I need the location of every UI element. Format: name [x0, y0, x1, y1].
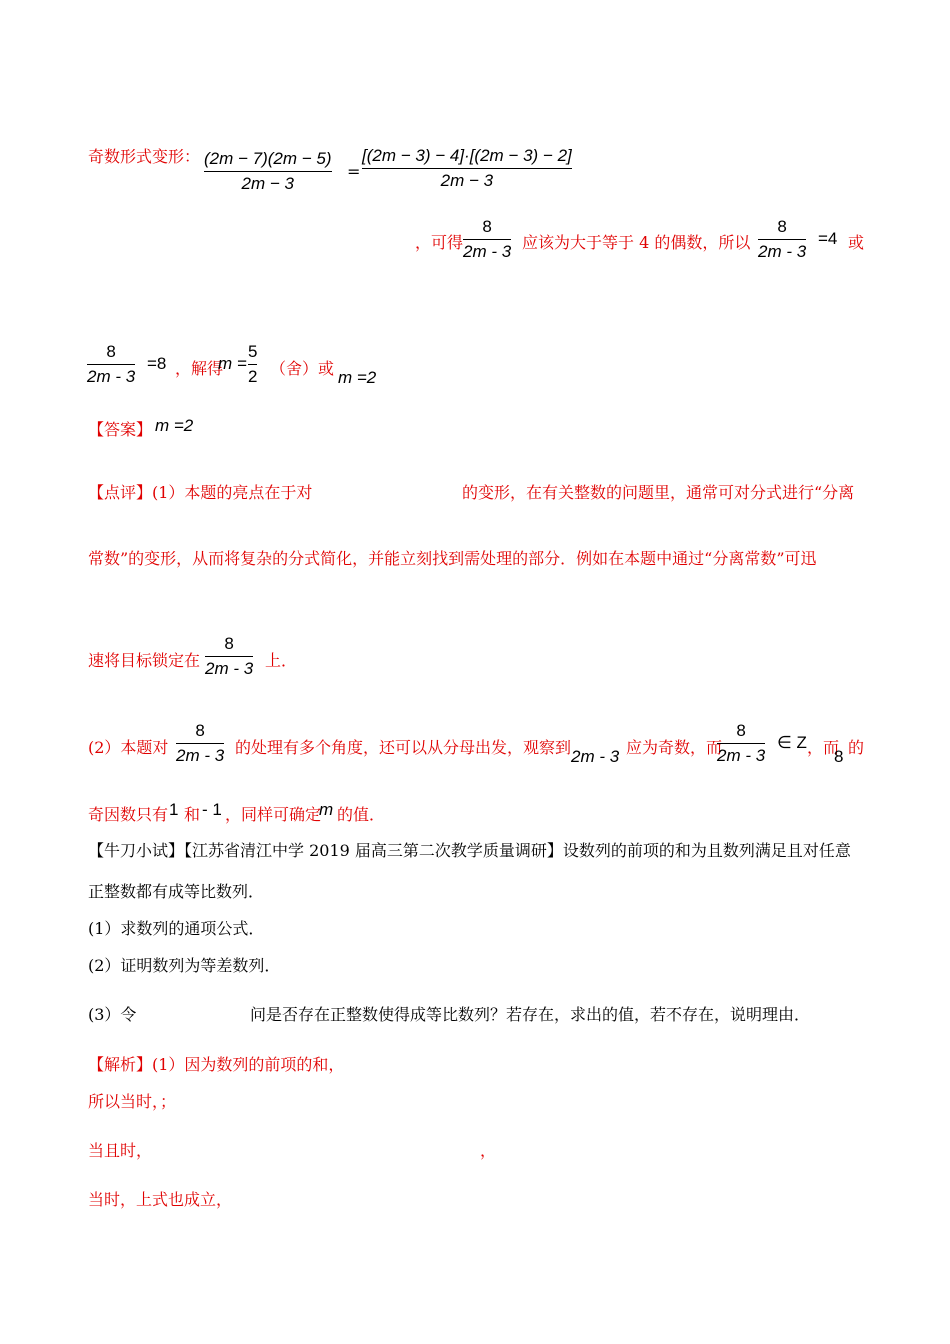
comment2-m: m — [319, 800, 334, 819]
comment-line1-a: 【点评】(1）本题的亮点在于对 — [88, 483, 313, 502]
comment-line1-b: 的变形，在有关整数的问题里，通常可对分式进行“分离 — [462, 483, 855, 502]
line3-m-equals-2: m =2 — [338, 368, 377, 387]
solution-line1: 【解析】(1）因为数列的前项的和， — [88, 1055, 345, 1074]
comment2-fraction-2 — [717, 720, 765, 767]
solution-line3-comma: ， — [480, 1141, 497, 1160]
fraction-denominator: 2m - 3 — [463, 242, 512, 261]
fraction-denominator: 2m - 3 — [87, 367, 136, 386]
line2-or: 或 — [848, 233, 865, 252]
line3-eq-8: =8 — [147, 354, 167, 373]
fraction-bar — [758, 239, 806, 240]
line2-eq-4: =4 — [818, 229, 838, 248]
line3-fraction — [87, 341, 135, 388]
fraction-denominator: 2m - 3 — [176, 746, 225, 765]
fraction-numerator: 8 — [195, 721, 205, 740]
fraction-numerator: 8 — [482, 217, 492, 236]
comment2-eight: 8 — [834, 747, 844, 766]
comment2-denominator-expr: 2m - 3 — [571, 747, 620, 766]
rhs-fraction — [362, 145, 572, 192]
comment2-text-c: 应为奇数，而 — [626, 738, 723, 757]
exercise-q3-a: (3）令 — [88, 1005, 137, 1024]
comment-fraction — [205, 633, 253, 680]
solution-line2: 所以当时，； — [88, 1092, 177, 1111]
fraction-numerator: 8 — [736, 721, 746, 740]
fraction-denominator: 2m - 3 — [758, 242, 807, 261]
fraction-bar — [362, 168, 572, 169]
solution-line3: 当且时， — [88, 1141, 153, 1160]
rhs-numerator: [(2m − 3) − 4]·[(2m − 3) − 2] — [362, 146, 572, 165]
fraction-denominator: 2 — [248, 367, 258, 386]
rhs-denominator: 2m − 3 — [440, 171, 494, 190]
exercise-line1: 【牛刀小试】【江苏省清江中学 2019 届高三第二次教学质量调研】设数列的前项的和为且数列满足且对任意 — [88, 841, 851, 860]
five-halves-fraction — [248, 341, 257, 388]
odd-form-label: 奇数形式变形： — [88, 147, 201, 166]
fraction-bar — [717, 743, 765, 744]
line3-solve-text: ，解得 — [175, 359, 224, 378]
fraction-numerator: 8 — [224, 634, 234, 653]
fraction-bar — [205, 656, 253, 657]
solution-line4: 当时，上式也成立， — [88, 1190, 233, 1209]
comment2-and: 和 — [184, 805, 201, 824]
comment2-in-z: ∈ Z — [777, 733, 807, 752]
fraction-bar — [87, 364, 135, 365]
line2-text-a: ，可得 — [415, 233, 464, 252]
fraction-bar — [248, 364, 257, 365]
equals-sign: = — [347, 162, 361, 181]
comment2-line2-a: 奇因数只有 — [88, 805, 169, 824]
exercise-q3-b: 问是否存在正整数使得成等比数列？若存在，求出的值，若不存在，说明理由． — [250, 1005, 811, 1024]
comment2-text-e: 的 — [848, 738, 865, 757]
comment2-neg-one: - 1 — [202, 800, 222, 819]
comment2-line2-c: 的值． — [337, 805, 386, 824]
exercise-line2: 正整数都有成等比数列． — [88, 882, 265, 901]
answer-value: m =2 — [155, 416, 194, 435]
line2-fraction-1 — [463, 216, 511, 263]
comment-line2: 常数”的变形，从而将复杂的分式简化，并能立刻找到需处理的部分．例如在本题中通过“分离常数”可迅 — [88, 549, 817, 568]
fraction-numerator: 8 — [106, 342, 116, 361]
fraction-numerator: 5 — [248, 342, 258, 361]
fraction-denominator: 2m - 3 — [205, 659, 254, 678]
fraction-numerator: 8 — [777, 217, 787, 236]
lhs-fraction — [204, 148, 332, 195]
lhs-denominator: 2m − 3 — [241, 174, 294, 193]
fraction-denominator: 2m - 3 — [717, 746, 766, 765]
lhs-numerator: (2m − 7)(2m − 5) — [204, 149, 332, 168]
comment2-text-a: (2）本题对 — [88, 738, 169, 757]
fraction-bar — [463, 239, 511, 240]
comment2-fraction-1 — [176, 720, 224, 767]
comment2-text-b: 的处理有多个角度，还可以从分母出发，观察到 — [235, 738, 572, 757]
line3-m-equals: m = — [218, 354, 247, 373]
line3-discard-or: （舍）或 — [270, 359, 335, 378]
fraction-bar — [204, 171, 332, 172]
answer-label: 【答案】 — [88, 420, 153, 439]
exercise-q1: (1）求数列的通项公式． — [88, 919, 265, 938]
exercise-q2: (2）证明数列为等差数列． — [88, 956, 281, 975]
comment2-line2-b: ，同样可确定 — [225, 805, 322, 824]
line2-text-b: 应该为大于等于 4 的偶数，所以 — [522, 233, 751, 252]
comment-line3-a: 速将目标锁定在 — [88, 651, 201, 670]
fraction-bar — [176, 743, 224, 744]
line2-fraction-2 — [758, 216, 806, 263]
comment-line3-b: 上． — [265, 651, 298, 670]
comment2-text-d: ，而 — [807, 738, 840, 757]
comment2-one: 1 — [169, 800, 179, 819]
